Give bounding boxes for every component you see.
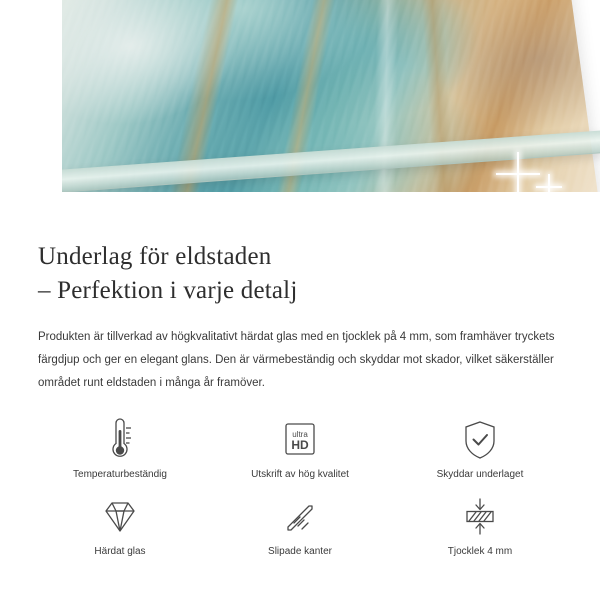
feature-grid bbox=[30, 417, 570, 557]
ultra-badge-bottom: HD bbox=[291, 437, 309, 452]
page-title-line-1: Underlag för eldstaden bbox=[38, 243, 272, 270]
description-paragraph: Produkten är tillverkad av högkvalitativt härdat glas med en tjocklek på 4 mm, som framhäver tryckets färgdjup och ger en elegant glans. Den är värmebeständig och skyddar mot skador, vilket säkerställer området runt eldstaden i många år framöver. bbox=[38, 330, 555, 389]
feature-item-print-quality bbox=[210, 417, 390, 480]
diamond-icon bbox=[96, 494, 144, 540]
shield-check-icon bbox=[458, 417, 502, 463]
feature-item-tempered-glass bbox=[30, 494, 210, 557]
thermometer-icon bbox=[98, 417, 142, 463]
feature-label: Skyddar underlaget bbox=[436, 468, 524, 480]
feature-label: Slipade kanter bbox=[268, 545, 332, 557]
polished-edges-icon bbox=[276, 494, 324, 540]
thickness-arrows-icon bbox=[456, 494, 504, 540]
feature-label: Härdat glas bbox=[94, 545, 146, 557]
feature-label: Temperaturbeständig bbox=[73, 468, 167, 480]
page-title bbox=[38, 240, 562, 308]
content-block bbox=[0, 218, 600, 557]
hero-image bbox=[0, 0, 600, 218]
page-title-line-2: – Perfektion i varje detalj bbox=[38, 276, 298, 304]
feature-item-thickness bbox=[390, 494, 570, 557]
hero-left-margin bbox=[0, 0, 62, 218]
feature-label: Utskrift av hög kvalitet bbox=[251, 468, 349, 480]
ultra-badge-top: ultra bbox=[292, 429, 308, 439]
feature-item-protection bbox=[390, 417, 570, 480]
feature-item-polished-edges bbox=[210, 494, 390, 557]
hero-bottom-margin bbox=[0, 192, 600, 218]
ultra-hd-icon bbox=[277, 417, 323, 463]
feature-item-temperature bbox=[30, 417, 210, 480]
feature-label: Tjocklek 4 mm bbox=[447, 545, 513, 557]
